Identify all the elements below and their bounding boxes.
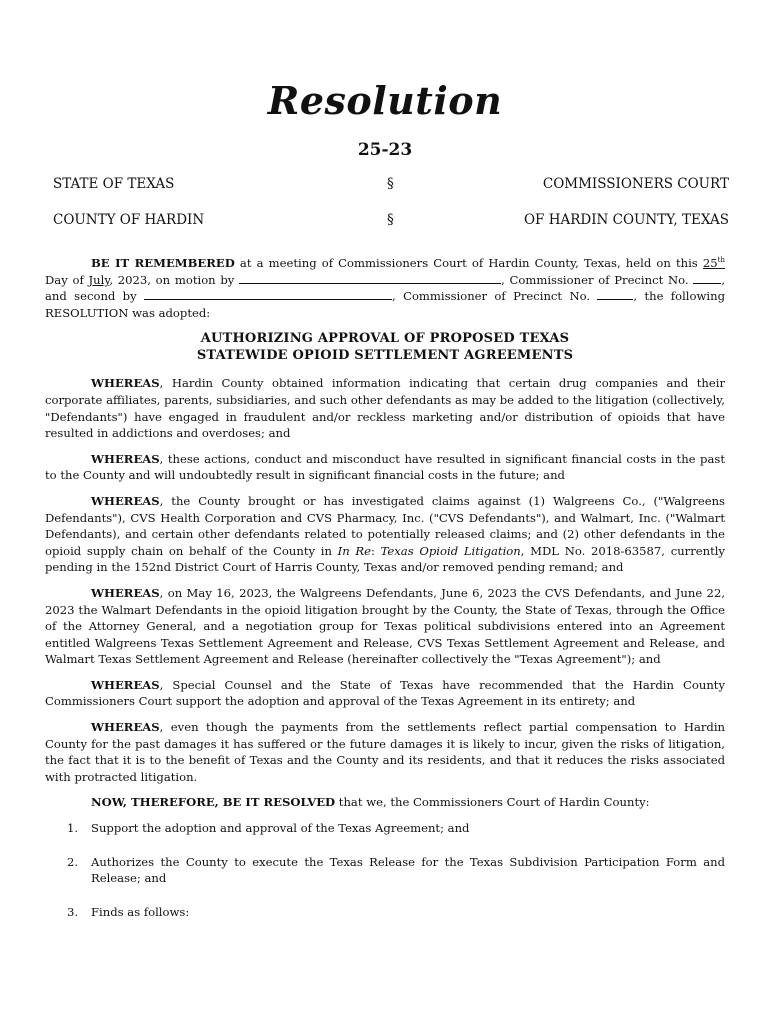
intro-paragraph — [45, 255, 725, 321]
meeting-day: 25th — [702, 256, 725, 270]
caption-row-county — [53, 210, 729, 230]
intro-text: at a meeting of Commissioners Court of Hardin County, Texas, held on this — [234, 256, 703, 270]
whereas-paragraph: WHEREAS, on May 16, 2023, the Walgreens Defendants, June 6, 2023 the CVS Defendants, and June 22, 2023 the Walmart Defendants in the opioid litigation brought by the County, the State of Texas, through the Office of the Attorney General, and a negotiation group for Texas political subdivisions entered into an Agreement entitled Walgreens Texas Settlement Agreement and Release, CVS Texas Settlement Agreement and Release, and Walmart Texas Settlement Agreement and Release (hereinafter collectively the "Texas Agreement"); and — [45, 585, 725, 667]
resolution-items — [45, 820, 725, 920]
whereas-paragraph: WHEREAS, even though the payments from the settlements reflect partial compensation to Hardin County for the past damages it has suffered or the future damages it is likely to incur, given the risks of litigation, the fact that it is to the benefit of Texas and the County and its residents, and that it reduces the risks associated with protracted litigation. — [45, 720, 725, 784]
motion-by-blank — [239, 272, 501, 284]
meeting-month: July — [88, 272, 110, 287]
caption-county: COUNTY OF HARDIN — [53, 212, 205, 228]
caption-row-state — [53, 174, 729, 194]
caption-court: COMMISSIONERS COURT — [542, 176, 729, 192]
list-item: 2. Authorizes the County to execute the Texas Release for the Texas Subdivision Participation Form and Release; and — [67, 854, 725, 886]
precinct-blank-2 — [597, 288, 633, 300]
caption-county-court: OF HARDIN COUNTY, TEXAS — [523, 212, 729, 228]
section-symbol: § — [387, 176, 394, 192]
resolved-paragraph: NOW, THEREFORE, BE IT RESOLVED that we, the Commissioners Court of Hardin County: — [91, 795, 650, 810]
intro-text: , the following RESOLUTION was adopted: — [45, 289, 725, 320]
list-item: 1. Support the adoption and approval of the Texas Agreement; and — [67, 821, 470, 836]
section-symbol: § — [387, 212, 394, 228]
intro-text: Day of — [45, 272, 89, 287]
intro-text: , Commissioner of Precinct No. — [501, 272, 694, 287]
list-item: 3. Finds as follows: — [67, 904, 190, 919]
whereas-paragraph: WHEREAS, Hardin County obtained information indicating that certain drug companies and their corporate affiliates, parents, subsidiaries, and such other defendants as may be added to the litigation (collectively, "Defendants") have engaged in fraudulent and/or reckless marketing and/or distribution of opioids that have resulted in addictions and overdoses; and — [45, 376, 725, 441]
second-by-blank — [144, 288, 392, 300]
intro-text: , 2023, on motion by — [109, 272, 240, 287]
whereas-paragraph: WHEREAS, these actions, conduct and misconduct have resulted in significant financial costs in the past to the County and will undoubtedly result in significant financial costs in the future; and — [45, 451, 725, 483]
intro-text: , Commissioner of Precinct No. — [392, 289, 598, 304]
caption-state: STATE OF TEXAS — [53, 176, 175, 192]
intro-text: , and second by — [45, 272, 725, 304]
heading-line: STATEWIDE OPIOID SETTLEMENT AGREEMENTS — [196, 348, 574, 364]
resolution-body — [45, 255, 725, 937]
resolution-heading — [45, 330, 725, 364]
page-title: Resolution — [267, 78, 503, 123]
precinct-blank — [693, 272, 721, 284]
heading-line: AUTHORIZING APPROVAL OF PROPOSED TEXAS — [200, 331, 570, 347]
intro-bold: BE IT REMEMBERED — [91, 256, 235, 270]
whereas-paragraph: WHEREAS, Special Counsel and the State of Texas have recommended that the Hardin County Commissioners Court support the adoption and approval of the Texas Agreement in its entirety; and — [45, 677, 725, 709]
whereas-paragraph: WHEREAS, the County brought or has investigated claims against (1) Walgreens Co., ("Walgreens Defendants"), CVS Health Corporation and CVS Pharmacy, Inc. ("CVS Defendants"), and Walmart, Inc. ("Walmart Defendants), and certain other defendants related to potentially released claims; and (2) other defendants in the opioid supply chain on behalf of the County in In Re: Texas Opioid Litigation, MDL No. 2018-63587, currently pending in the 152nd District Court of Harris County, Texas and/or removed pending remand; and — [45, 493, 725, 575]
resolution-number: 25-23 — [357, 140, 413, 160]
